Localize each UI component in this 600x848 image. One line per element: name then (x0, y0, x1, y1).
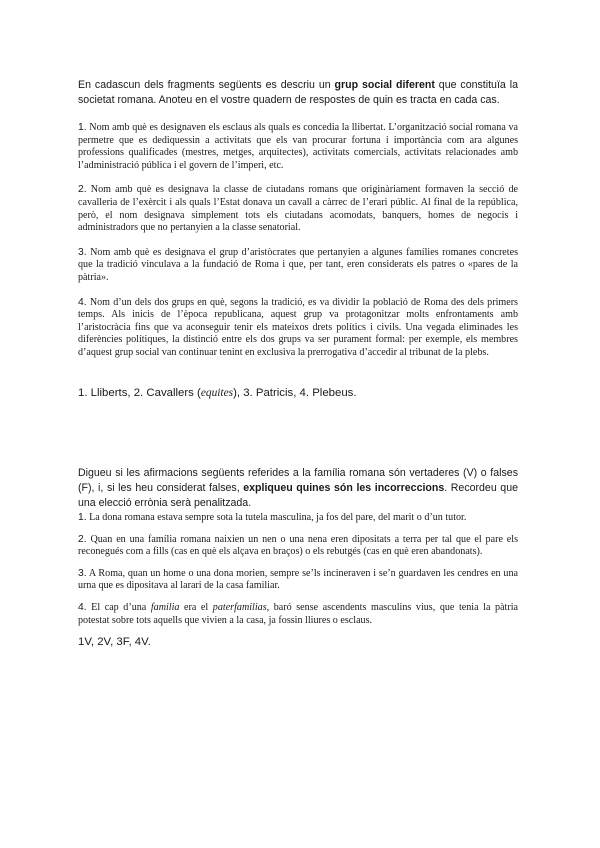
term-paterfamilias: paterfamilias (212, 601, 267, 613)
answer-equites: equites (200, 387, 234, 399)
section1-item: 4. Nom d’un dels dos grups en què, segons la tradició, es va dividir la població de Roma des dels primers temps. Als inicis de l’època republicana, aquest grup va protagonitzar molts enfrontaments amb l’aristocràcia fins que va aconseguir tenir els mateixos drets polítics i civils. Una vegada eliminades les diferències polítiques, la distinció entre els dos grups va ser purament formal: per exemple, els membres d’aquest grup social van continuar tenint en exclusiva la prerrogativa d’accedir al tribunat de la plebs. (78, 296, 518, 358)
section2-item: 1. La dona romana estava sempre sota la tutela masculina, ja fos del pare, del marit o d’un tutor. (78, 512, 467, 523)
section2-item: 3. A Roma, quan un home o una dona morien, sempre se’ls incineraven i se’n guardaven les cendres en una urna que es dipositava al larari de la casa familiar. (78, 567, 518, 592)
section1-answer: 1. Lliberts, 2. Cavallers (equites), 3. Patricis, 4. Plebeus. (78, 387, 357, 399)
section2-answer: 1V, 2V, 3F, 4V. (78, 636, 151, 648)
section1-item: 1. Nom amb què es designaven els esclaus als quals es concedia la llibertat. L’organització social romana va permetre que es dediquessin a activitats que els van procurar fortuna i importància com ara algunes professions qualificades (mestres, metges, arquitectes), activitats comercials, activitats relacionades amb l’administració pública i el govern de l’imperi, etc. (78, 122, 518, 171)
section2-item: 2. Quan en una família romana naixien un nen o una nena eren dipositats a terra per tal que el pare els reconegués com a fills (cas en què els alçava en braços) o els rebutgés (cas en què eren abandonats). (78, 533, 518, 558)
section2-item: 4. El cap d’una familia era el paterfamilias, baró sense ascendents masculins vius, que tenia la pàtria potestat sobre tots aquells que vivien a la casa, ja fossin lliures o esclaus. (78, 601, 518, 626)
section1-intro: En cadascun dels fragments següents es descriu un grup social diferent que constituïa la societat romana. Anoteu en el vostre quadern de respostes de quin es tracta en cada cas. (78, 79, 518, 106)
section2-list (78, 512, 518, 627)
section1-list (78, 122, 518, 360)
section2-intro-bold: expliqueu quines són les incorreccions (243, 482, 445, 494)
section2-intro: Digueu si les afirmacions següents referides a la família romana són vertaderes (V) o falses (F), i, si les heu considerat falses, expliqueu quines són les incorreccions. Recordeu que una elecció errònia serà penalitzada. (78, 467, 518, 509)
section1-item: 2. Nom amb què es designava la classe de ciutadans romans que originàriament formaven la secció de cavalleria de l’exèrcit i als quals l’Estat donava un cavall a càrrec de l’erari públic. Al final de la república, però, el nom designava simplement tots els ciutadans acomodats, banquers, homes de negocis i administradors que no pertanyien a la classe senatorial. (78, 184, 519, 234)
section1-item: 3. Nom amb què es designava el grup d’aristòcrates que pertanyien a algunes famílies romanes concretes que la tradició vinculava a la fundació de Roma i que, per tant, eren considerats els patres o «pares de la pàtria». (78, 246, 518, 283)
section1-intro-bold: grup social diferent (334, 79, 435, 91)
term-familia: familia (150, 601, 180, 613)
